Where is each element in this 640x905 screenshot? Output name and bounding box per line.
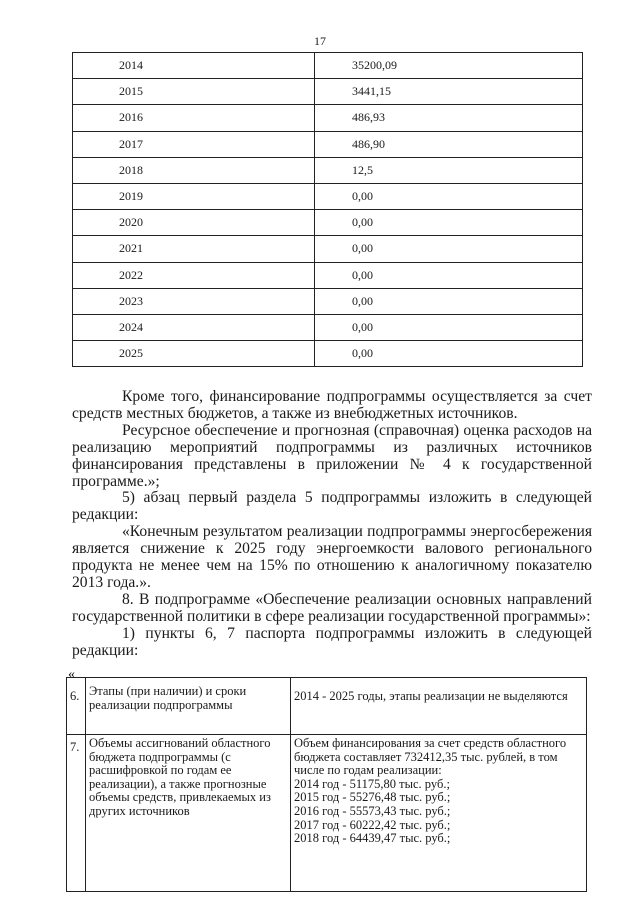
year-cell: 2016 (73, 105, 315, 131)
row-number: 6. (67, 678, 86, 735)
row-content (291, 735, 587, 892)
table-row (73, 288, 583, 314)
value-cell: 12,5 (315, 157, 583, 183)
year-cell: 2019 (73, 183, 315, 209)
value-cell: 0,00 (315, 262, 583, 288)
value-cell: 0,00 (315, 210, 583, 236)
value-cell: 3441,15 (315, 79, 583, 105)
value-cell: 0,00 (315, 314, 583, 340)
value-cell: 35200,09 (315, 53, 583, 79)
funding-intro: Объем финансирования за счет средств областного бюджета составляет 732412,35 тыс. рублей, в том числе по годам реализации: (294, 736, 567, 778)
value-cell: 0,00 (315, 341, 583, 367)
value-cell: 486,90 (315, 131, 583, 157)
table-row (73, 105, 583, 131)
table-row (73, 262, 583, 288)
funding-year-line: 2016 год - 55573,43 тыс. руб.; (294, 803, 451, 818)
funding-year-line: 2018 год - 64439,47 тыс. руб.; (294, 831, 451, 846)
table-row (73, 183, 583, 209)
funding-by-year-table (72, 52, 583, 367)
value-cell: 486,93 (315, 105, 583, 131)
table-row (73, 210, 583, 236)
table-row (73, 157, 583, 183)
year-cell: 2021 (73, 236, 315, 262)
body-text (72, 389, 592, 660)
table-row (73, 53, 583, 79)
paragraph: «Конечным результатом реализации подпрограммы энергосбережения является снижение к 2025 году энергоемкости валового регионального продукта не менее чем на 15% по отношению к аналогичному показателю 2013 года.». (72, 523, 592, 591)
subprogram-passport-table (66, 677, 587, 892)
row-number: 7. (67, 735, 86, 892)
paragraph: 5) абзац первый раздела 5 подпрограммы изложить в следующей редакции: (72, 489, 592, 524)
year-cell: 2020 (73, 210, 315, 236)
value-cell: 0,00 (315, 183, 583, 209)
year-cell: 2022 (73, 262, 315, 288)
year-cell: 2025 (73, 341, 315, 367)
paragraph: 1) пункты 6, 7 паспорта подпрограммы изложить в следующей редакции: (72, 624, 592, 659)
page-number: 17 (314, 34, 326, 48)
table-row (73, 131, 583, 157)
year-cell: 2018 (73, 157, 315, 183)
year-cell: 2015 (73, 79, 315, 105)
year-cell: 2024 (73, 314, 315, 340)
table-row (73, 314, 583, 340)
value-cell: 0,00 (315, 236, 583, 262)
row-label: Объемы ассигнований областного бюджета подпрограммы (с расшифровкой по годам ее реализации), а также прогнозные объемы средств, привлекаемых из других источников (86, 735, 291, 892)
table-row (67, 735, 587, 892)
paragraph: Ресурсное обеспечение и прогнозная (справочная) оценка расходов на реализацию мероприятий подпрограммы из различных источников финансирования представлены в приложении № 4 к государственной программе.»; (72, 421, 592, 490)
table-row (73, 79, 583, 105)
value-cell: 0,00 (315, 288, 583, 314)
table-row (73, 236, 583, 262)
year-cell: 2023 (73, 288, 315, 314)
row-label: Этапы (при наличии) и сроки реализации подпрограммы (86, 678, 291, 735)
paragraph: 8. В подпрограмме «Обеспечение реализации основных направлений государственной политики в сфере реализации государственной программы»: (72, 590, 592, 625)
opening-quote-mark: « (68, 667, 75, 682)
year-cell: 2017 (73, 131, 315, 157)
funding-year-line: 2014 год - 51175,80 тыс. руб.; (294, 776, 450, 791)
year-cell: 2014 (73, 53, 315, 79)
paragraph: Кроме того, финансирование подпрограммы осуществляется за счет средств местных бюджетов, а также из внебюджетных источников. (72, 388, 592, 422)
row-content: 2014 - 2025 годы, этапы реализации не выделяются (291, 678, 587, 735)
table-row (67, 678, 587, 735)
funding-year-line: 2017 год - 60222,42 тыс. руб.; (294, 817, 451, 832)
funding-year-line: 2015 год - 55276,48 тыс. руб.; (294, 790, 451, 805)
table-row (73, 341, 583, 367)
